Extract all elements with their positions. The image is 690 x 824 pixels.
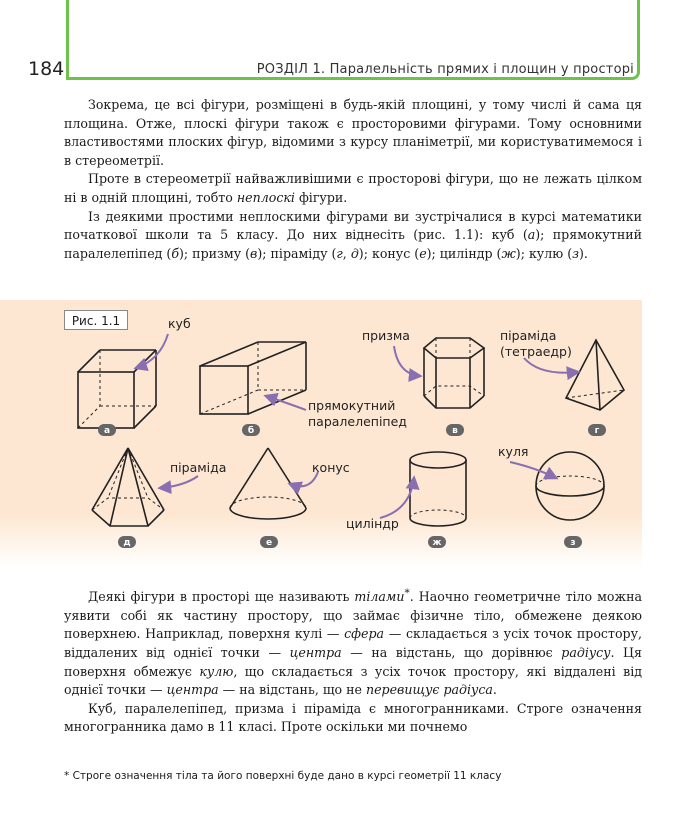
arrow-cube	[136, 334, 168, 368]
text-bottom	[64, 584, 642, 737]
svg-text:б: б	[247, 426, 255, 436]
svg-text:з: з	[570, 538, 576, 548]
cone-shape	[230, 448, 306, 519]
prism-shape	[424, 338, 484, 408]
badge-e	[260, 536, 278, 548]
caption-box-1: прямокутний	[308, 398, 396, 413]
caption-tetra-2: (тетраедр)	[500, 344, 572, 359]
arrow-sphere	[510, 462, 556, 478]
svg-text:а: а	[103, 426, 111, 436]
paragraph-1: Зокрема, це всі фігури, розміщені в будь-якій площині, у тому числі й сама ця площина. Отже, плоскі фігури також є просторовими фігурами. Тому основними властивостями плоских фігур, відомими з курсу планіметрії, ми користуватимемося і в стереометрії.	[64, 97, 642, 168]
arrow-tetra	[524, 358, 578, 373]
arrow-pyramid	[160, 476, 198, 488]
paragraph-4: Деякі фігури в просторі ще називають тілами*. Наочно геометричне тіло можна уявити собі як частину простору, що займає фізичне тіло, обмежене деякою поверхнею. Наприклад, поверхня кулі — сфера — складається з усіх точок простору, віддалених від однієї точки — центра — на відстань, що дорівнює радіусу. Ця поверхня обмежує кулю, що складається з усіх точок простору, які віддалені від однієї точки — центра — на відстань, що не перевищує радіуса.	[64, 587, 643, 698]
badge-d	[118, 536, 136, 548]
footnote: * Строге означення тіла та його поверхні буде дано в курсі геометрії 11 класу	[64, 770, 502, 782]
figure-label: Рис. 1.1	[64, 310, 128, 330]
badge-v	[446, 424, 464, 436]
caption-pyramid: піраміда	[170, 460, 227, 475]
sphere-shape	[536, 452, 604, 520]
caption-cylinder: циліндр	[346, 516, 399, 531]
badge-a	[98, 424, 116, 436]
svg-text:г: г	[594, 426, 600, 436]
badge-g	[588, 424, 606, 436]
running-head: РОЗДІЛ 1. Паралельність прямих і площин у просторі	[256, 62, 634, 77]
arrow-prism	[394, 346, 420, 376]
cylinder-shape	[410, 452, 466, 526]
badge-b	[242, 424, 260, 436]
paragraph-5: Куб, паралелепіпед, призма і піраміда є многогранниками. Строге означення многогранника дамо в 11 класі. Проте оскільки ми почнемо	[64, 700, 642, 735]
svg-text:ж: ж	[432, 538, 442, 548]
paragraph-3: Із деякими простими неплоскими фігурами ви зустрічалися в курсі математики початкової школи та 5 класу. До них віднесіть (рис. 1.1): куб (а); прямокутний паралелепіпед (б); призму (в); піраміду (г, д); конус (е); циліндр (ж); кулю (з).	[64, 208, 642, 261]
arrow-cylinder	[380, 478, 414, 518]
caption-tetra-1: піраміда	[500, 328, 557, 343]
caption-cube: куб	[168, 316, 191, 331]
svg-text:е: е	[265, 538, 273, 548]
figure-1-1	[0, 300, 642, 568]
badge-zh	[428, 536, 446, 548]
svg-text:д: д	[123, 538, 131, 548]
caption-cone: конус	[312, 460, 350, 475]
text-top	[64, 96, 642, 263]
svg-text:в: в	[452, 426, 458, 436]
tetrahedron-shape	[566, 340, 624, 410]
cube-shape	[78, 350, 156, 428]
page-number: 184	[28, 58, 65, 80]
caption-prism: призма	[362, 328, 410, 343]
paragraph-2: Проте в стереометрії найважливішими є просторові фігури, що не лежать цілком ні в одній площині, тобто неплоскі фігури.	[64, 171, 642, 205]
caption-sphere: куля	[498, 444, 529, 459]
badge-z	[564, 536, 582, 548]
caption-box-2: паралелепіпед	[308, 414, 407, 429]
pyramid-shape	[92, 448, 164, 526]
